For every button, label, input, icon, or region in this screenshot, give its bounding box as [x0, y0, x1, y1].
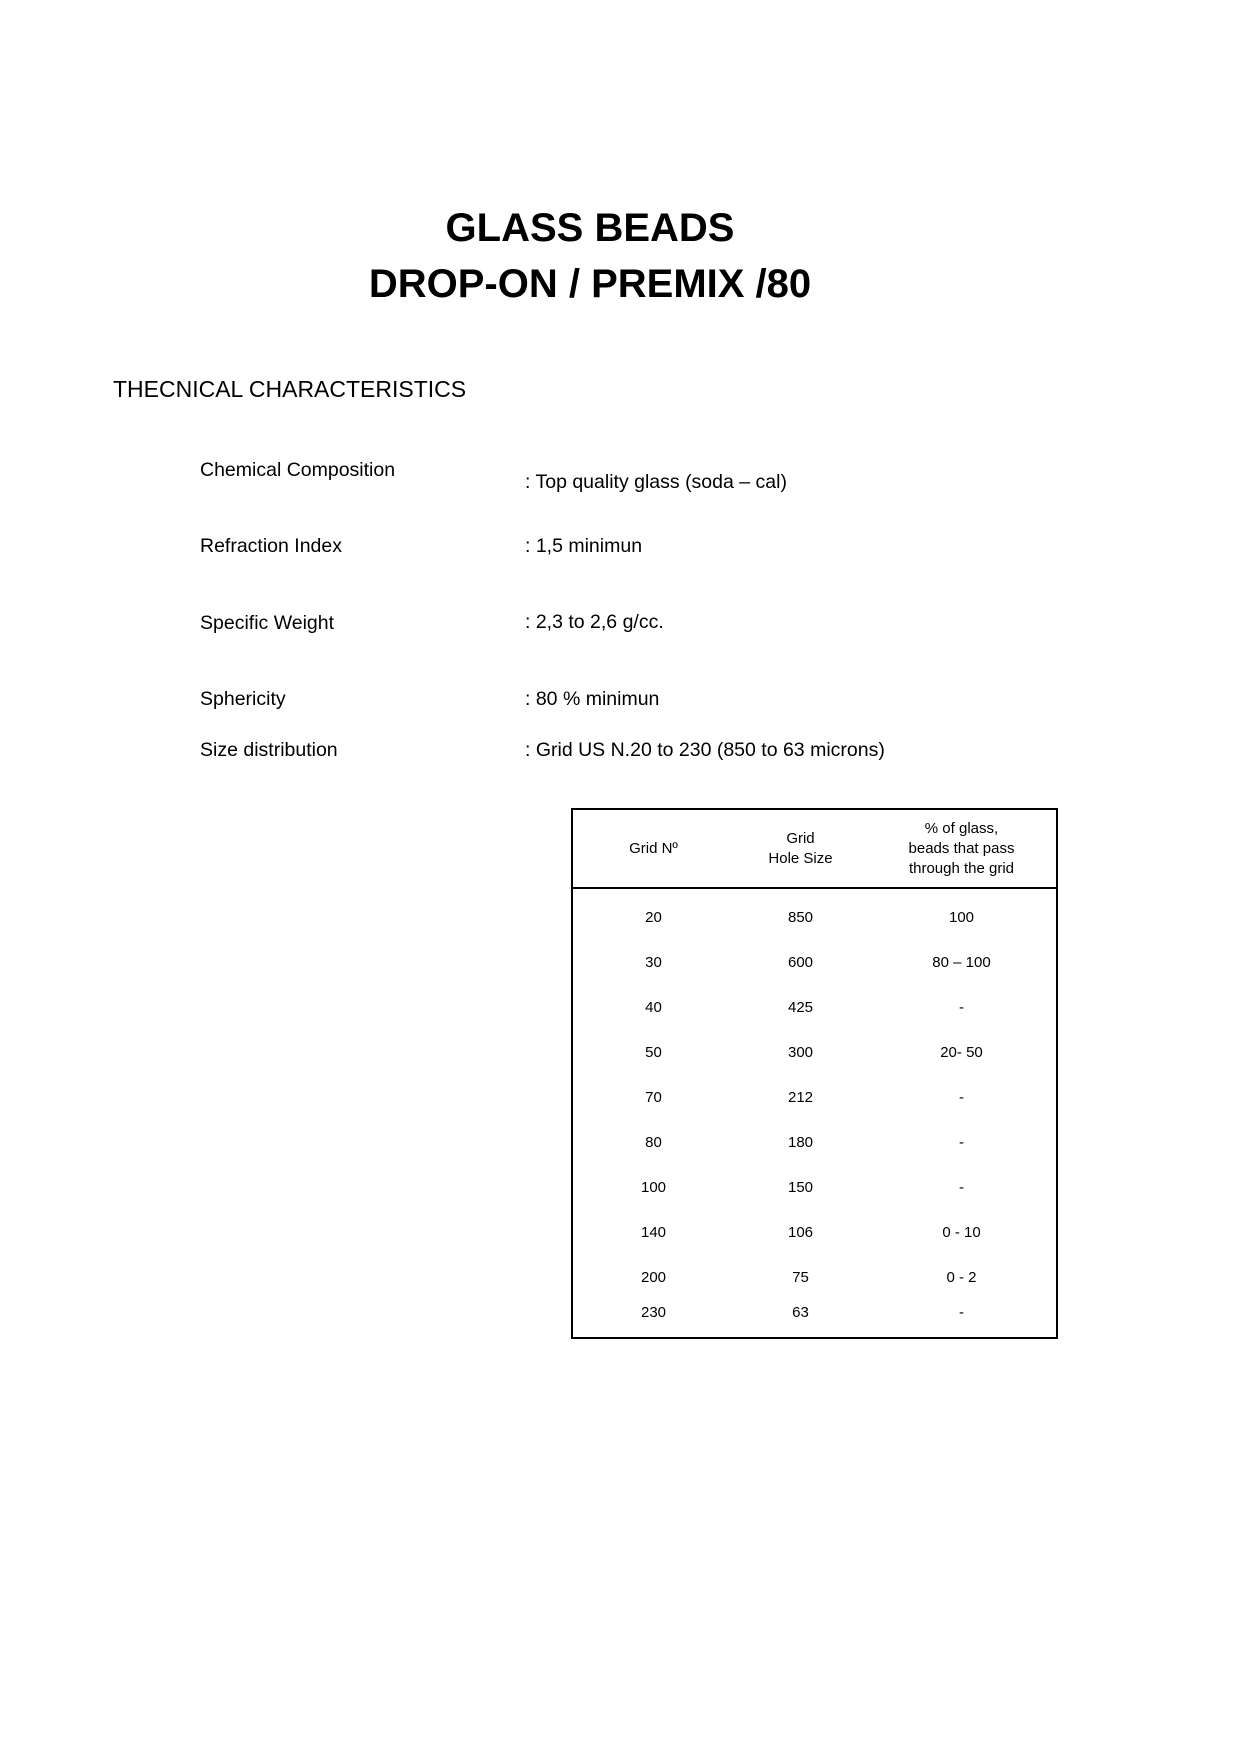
- cell-percent-passing: 20- 50: [940, 1043, 983, 1061]
- table-row: [573, 1290, 1056, 1335]
- cell-grid-number: 100: [640, 1178, 667, 1196]
- cell-hole-size: 180: [787, 1133, 814, 1151]
- spec-label-size-distribution: Size distribution: [200, 739, 338, 761]
- cell-hole-size: 300: [787, 1043, 814, 1061]
- cell-grid-number: 50: [645, 1043, 662, 1061]
- header-grid-number: Grid Nº: [629, 839, 678, 857]
- cell-percent-passing: -: [959, 1178, 964, 1196]
- cell-percent-passing: 80 – 100: [932, 953, 991, 971]
- section-heading: THECNICAL CHARACTERISTICS: [113, 376, 467, 402]
- header-hole-size: Grid Hole Size: [768, 829, 833, 867]
- table-header-row: [573, 810, 1056, 889]
- table-row: [573, 1120, 1056, 1165]
- table-row: [573, 1075, 1056, 1120]
- table-row: [573, 1165, 1056, 1210]
- table-row: [573, 1210, 1056, 1255]
- cell-percent-passing: -: [959, 998, 964, 1016]
- cell-hole-size: 63: [792, 1303, 809, 1321]
- cell-grid-number: 70: [645, 1088, 662, 1106]
- spec-label-sphericity: Sphericity: [200, 688, 286, 710]
- cell-grid-number: 20: [645, 908, 662, 926]
- cell-hole-size: 106: [787, 1223, 814, 1241]
- cell-percent-passing: -: [959, 1133, 964, 1151]
- cell-percent-passing: 100: [948, 908, 975, 926]
- spec-label-chemical-composition: Chemical Composition: [200, 459, 396, 481]
- cell-hole-size: 75: [792, 1268, 809, 1286]
- spec-value-refraction-index: : 1,5 minimun: [525, 535, 643, 557]
- cell-grid-number: 30: [645, 953, 662, 971]
- grid-size-table: [571, 808, 1058, 1339]
- header-percent-passing: % of glass, beads that pass through the grid: [908, 819, 1015, 877]
- cell-percent-passing: -: [959, 1303, 964, 1321]
- table-row: [573, 940, 1056, 985]
- title-line-1: GLASS BEADS: [445, 206, 735, 250]
- cell-grid-number: 80: [645, 1133, 662, 1151]
- table-row: [573, 895, 1056, 940]
- cell-hole-size: 600: [787, 953, 814, 971]
- table-row: [573, 985, 1056, 1030]
- spec-value-specific-weight: : 2,3 to 2,6 g/cc.: [525, 611, 664, 633]
- cell-grid-number: 230: [640, 1303, 667, 1321]
- spec-value-size-distribution: : Grid US N.20 to 230 (850 to 63 microns): [525, 739, 885, 761]
- cell-percent-passing: 0 - 10: [942, 1223, 981, 1241]
- title-line-2: DROP-ON / PREMIX /80: [368, 262, 812, 306]
- cell-percent-passing: 0 - 2: [946, 1268, 977, 1286]
- spec-label-specific-weight: Specific Weight: [200, 612, 335, 634]
- cell-grid-number: 200: [640, 1268, 667, 1286]
- cell-grid-number: 40: [645, 998, 662, 1016]
- cell-hole-size: 212: [787, 1088, 814, 1106]
- cell-grid-number: 140: [640, 1223, 667, 1241]
- spec-value-chemical-composition: : Top quality glass (soda – cal): [525, 471, 787, 493]
- spec-value-sphericity: : 80 % minimun: [525, 688, 660, 710]
- table-row: [573, 1030, 1056, 1075]
- cell-hole-size: 150: [787, 1178, 814, 1196]
- cell-hole-size: 425: [787, 998, 814, 1016]
- cell-percent-passing: -: [959, 1088, 964, 1106]
- spec-label-refraction-index: Refraction Index: [200, 535, 342, 557]
- cell-hole-size: 850: [787, 908, 814, 926]
